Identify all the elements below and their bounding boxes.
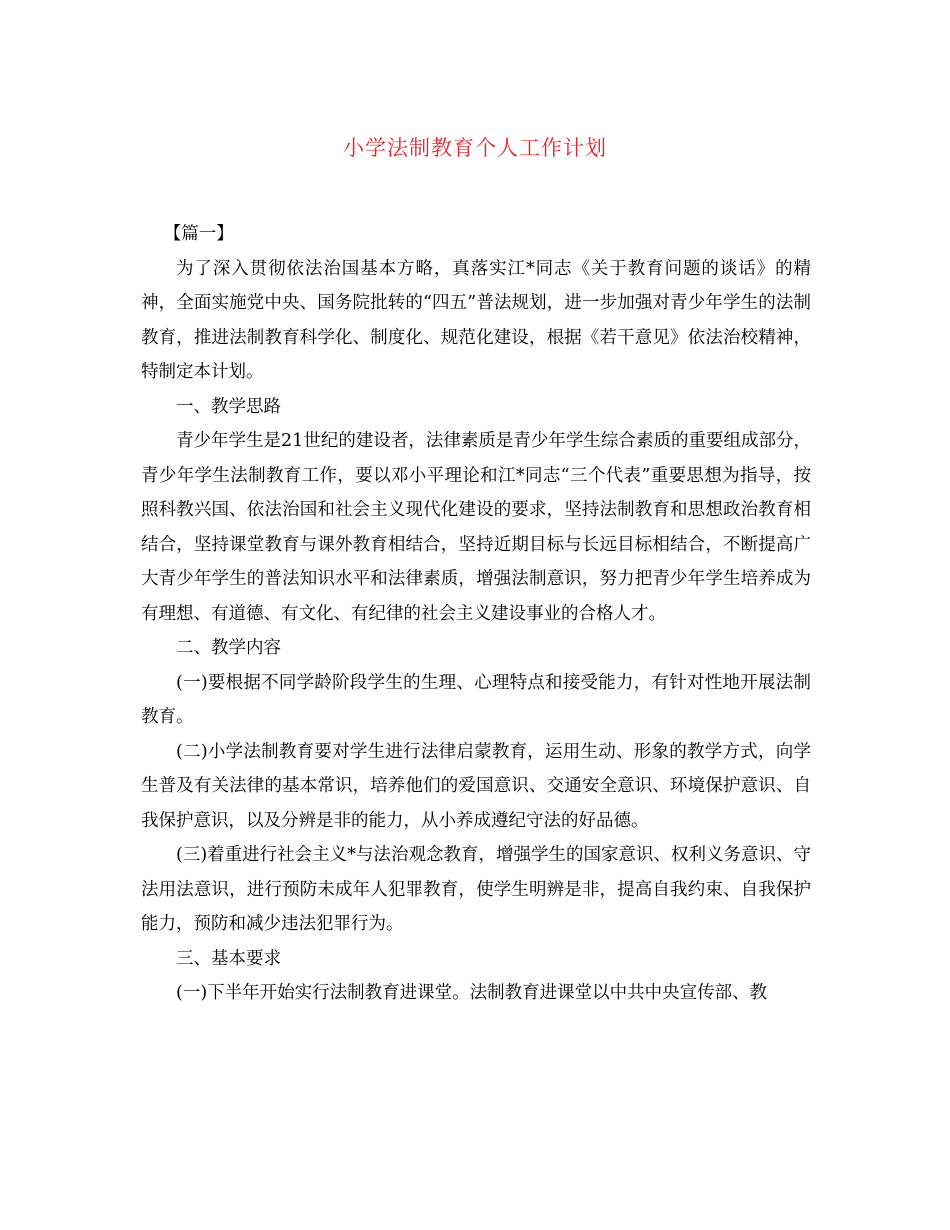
section-marker: 【篇一】: [163, 224, 234, 244]
document-title: 小学法制教育个人工作计划: [343, 136, 607, 160]
paragraph-content-item-3: (三)着重进行社会主义*与法治观念教育，增强学生的国家意识、权利义务意识、守法用法意识，进行预防未成年人犯罪教育，使学生明辨是非，提高自我约束、自我保护能力，预防和减少违法犯罪行为。: [141, 845, 811, 934]
paragraph-content-item-1: (一)要根据不同学龄阶段学生的生理、心理特点和接受能力，有针对性地开展法制教育。: [141, 672, 811, 727]
paragraph-requirement-item-1: (一)下半年开始实行法制教育进课堂。法制教育进课堂以中共中央宣传部、教: [176, 983, 768, 1003]
document-body: [141, 217, 811, 1011]
section-heading-teaching-content: 二、教学内容: [176, 638, 281, 658]
paragraph-intro: 为了深入贯彻依法治国基本方略，真落实江*同志《关于教育问题的谈话》的精神，全面实施党中央、国务院批转的“四五”普法规划，进一步加强对青少年学生的法制教育，推进法制教育科学化、制度化、规范化建设，根据《若干意见》依法治校精神，特制定本计划。: [141, 258, 811, 382]
section-heading-basic-requirements: 三、基本要求: [176, 948, 281, 969]
section-heading-teaching-approach: 一、教学思路: [176, 396, 281, 417]
paragraph-teaching-approach: 青少年学生是21世纪的建设者，法律素质是青少年学生综合素质的重要组成部分，青少年学生法制教育工作，要以邓小平理论和江*同志“三个代表”重要思想为指导，按照科教兴国、依法治国和社会主义现代化建设的要求，坚持法制教育和思想政治教育相结合，坚持课堂教育与课外教育相结合，坚持近期目标与长远目标相结合，不断提高广大青少年学生的普法知识水平和法律素质，增强法制意识，努力把青少年学生培养成为有理想、有道德、有文化、有纪律的社会主义建设事业的合格人才。: [141, 431, 811, 624]
paragraph-content-item-2: (二)小学法制教育要对学生进行法律启蒙教育，运用生动、形象的教学方式，向学生普及有关法律的基本常识，培养他们的爱国意识、交通安全意识、环境保护意识、自我保护意识，以及分辨是非的能力，从小养成遵纪守法的好品德。: [141, 741, 811, 831]
